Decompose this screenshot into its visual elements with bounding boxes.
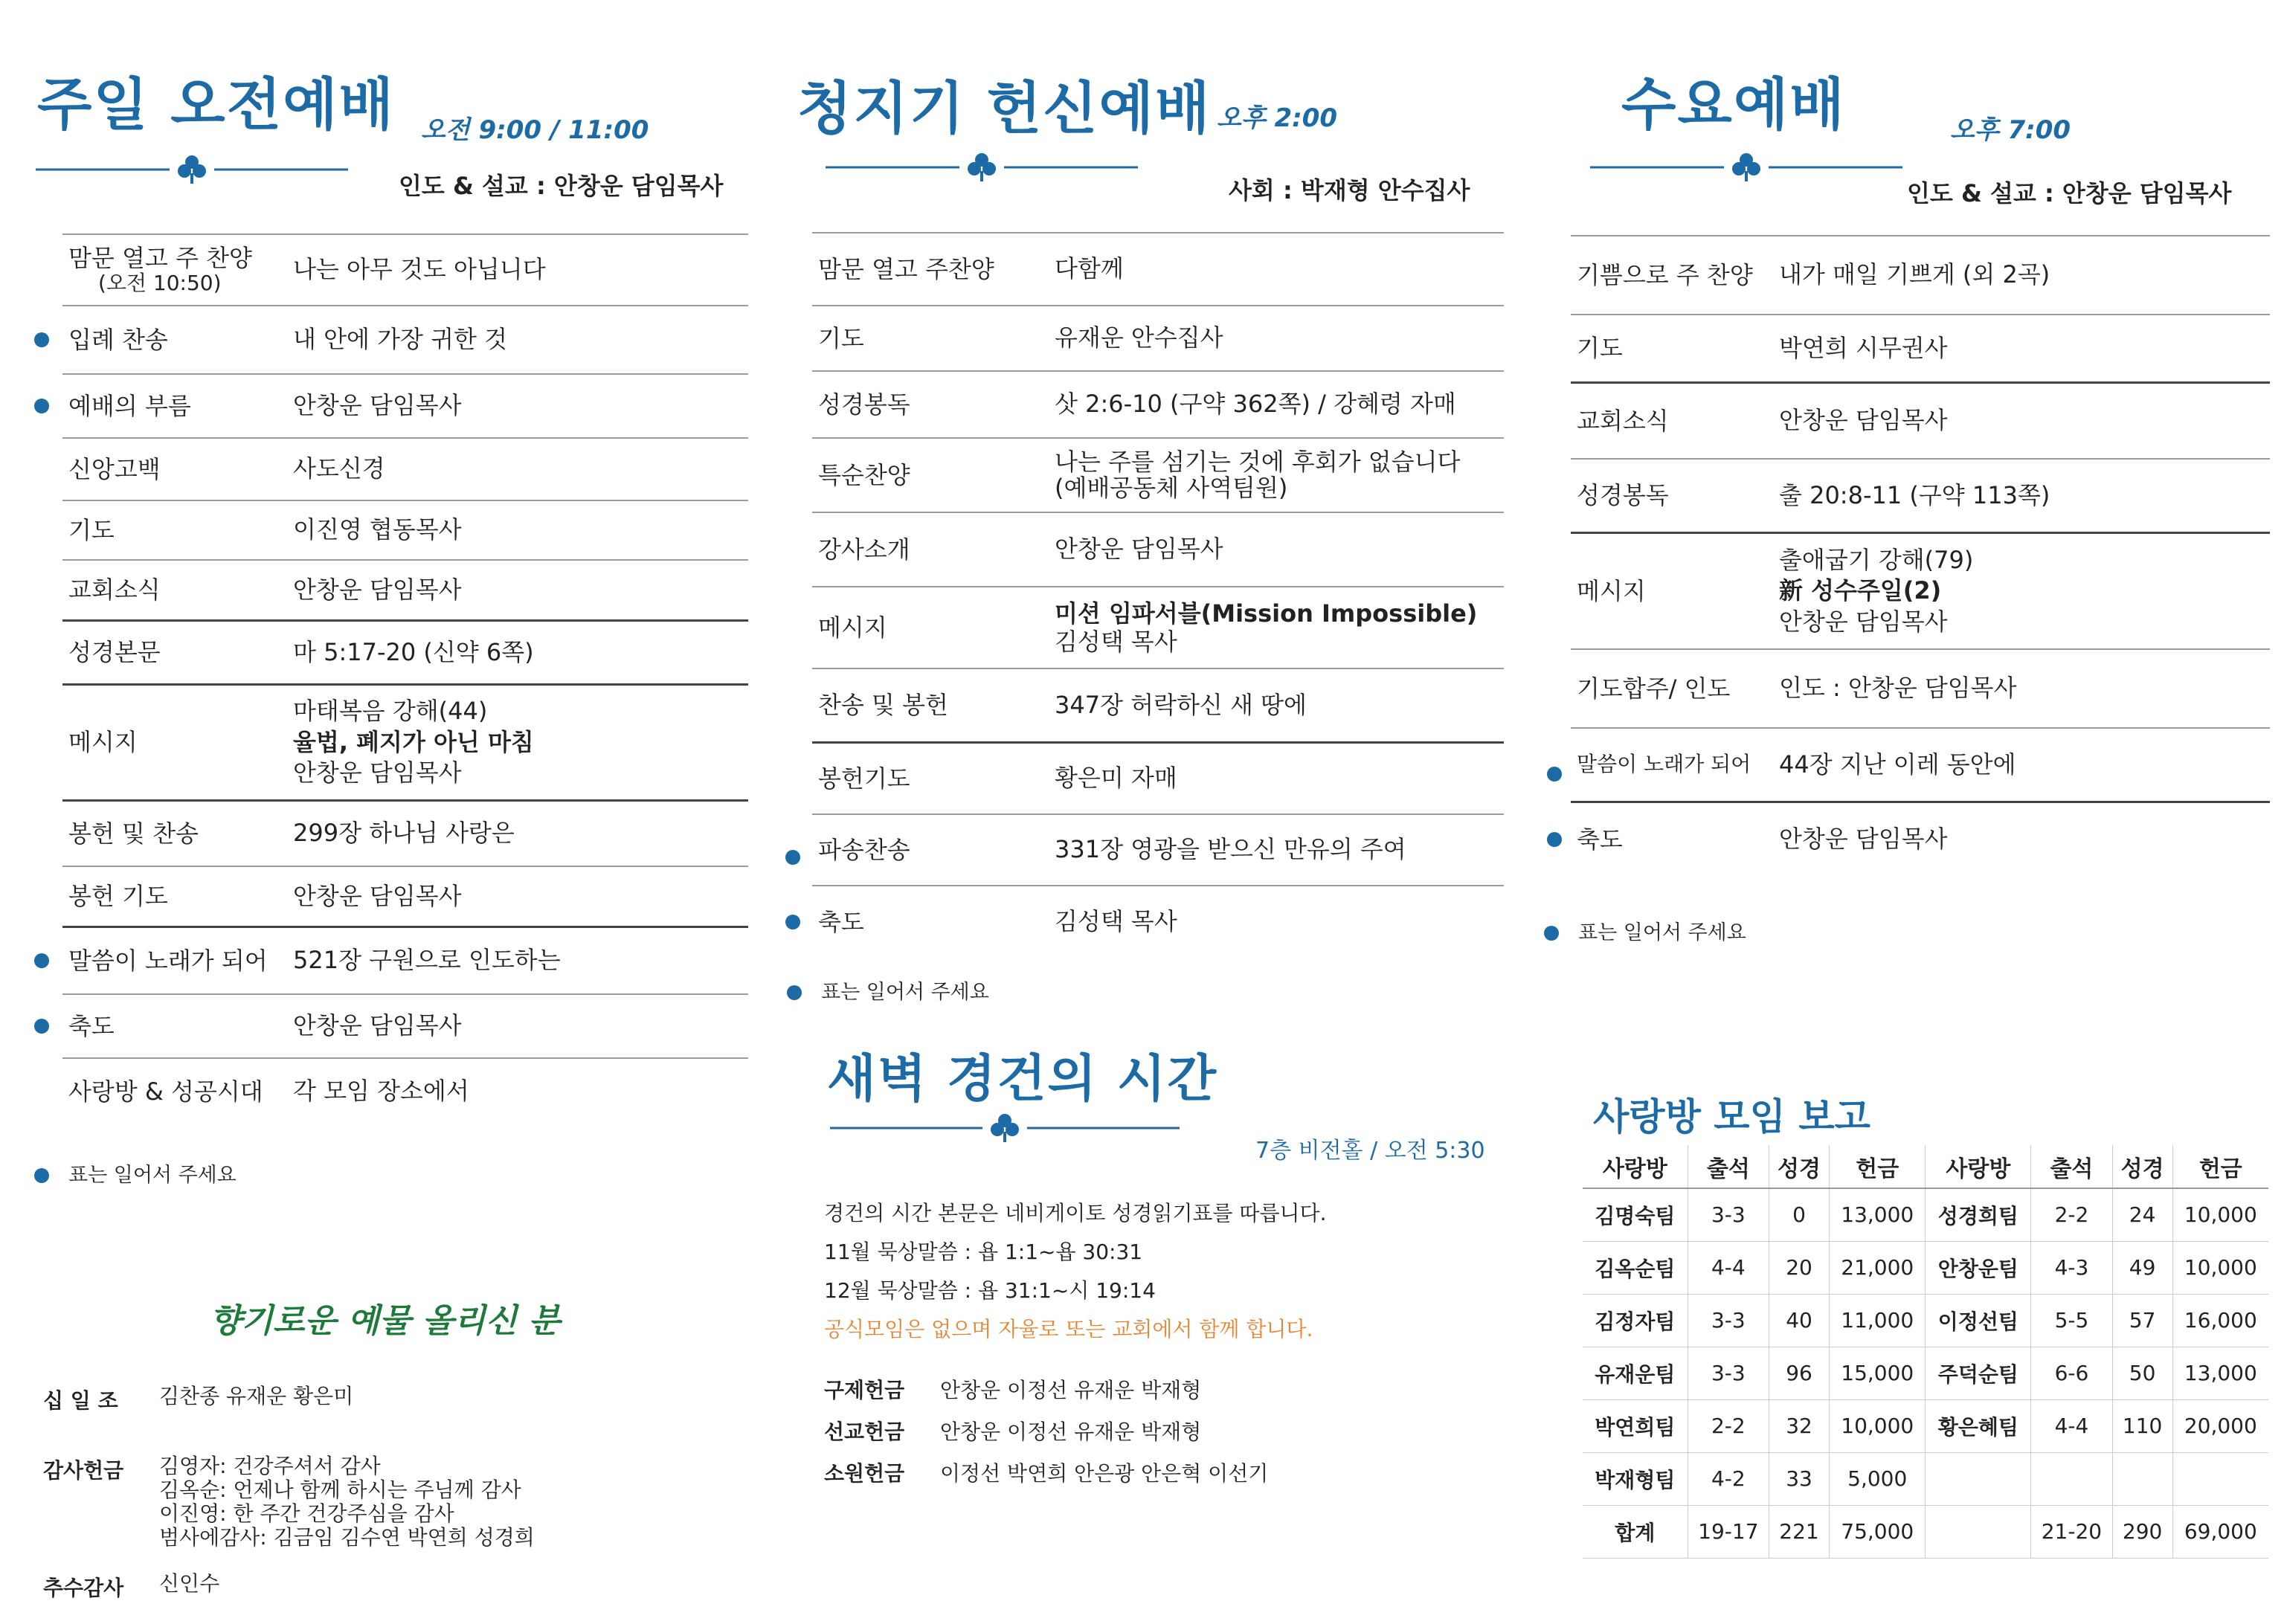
order-value: 마태복음 강해(44) 율법, 폐지가 아닌 마침 안창운 담임목사	[293, 697, 534, 787]
table-cell: 221	[1769, 1505, 1830, 1558]
dawn-line: 경건의 시간 본문은 네비게이토 성경읽기표를 따릅니다.	[824, 1201, 1327, 1225]
table-cell: 이정선팀	[1926, 1294, 2031, 1347]
order-row	[812, 439, 1504, 513]
order-label: 메시지	[68, 728, 138, 757]
clover-ornament-icon	[830, 1111, 1180, 1145]
table-cell: 32	[1769, 1399, 1830, 1452]
donor-row	[43, 1385, 535, 1414]
order-value: 안창운 담임목사	[1779, 825, 1948, 854]
order-value: 각 모임 장소에서	[293, 1077, 469, 1106]
order-row	[1571, 460, 2270, 534]
clover-ornament-icon	[826, 150, 1138, 184]
order-value: 331장 영광을 받으신 만유의 주여	[1055, 835, 1406, 864]
bullet-dot-icon	[785, 915, 800, 929]
order-row	[1571, 315, 2270, 384]
table-cell: 20	[1769, 1241, 1830, 1294]
order-row	[812, 669, 1504, 744]
order-value: 유재운 안수집사	[1055, 323, 1223, 352]
column-header: 출석	[1688, 1145, 1769, 1188]
order-row	[1571, 534, 2270, 650]
order-label: 교회소식	[1577, 406, 1669, 435]
column-header: 헌금	[1830, 1145, 1926, 1188]
order-label: 축도	[68, 1011, 115, 1040]
order-label: 기도합주/ 인도	[1577, 674, 1731, 703]
table-cell: 40	[1769, 1294, 1830, 1347]
order-value: 출 20:8-11 (구약 113쪽)	[1779, 480, 2050, 509]
order-row	[62, 1059, 748, 1124]
table-cell	[2031, 1452, 2112, 1505]
order-label: 봉헌 및 찬송	[68, 819, 199, 848]
table-cell: 주덕순팀	[1926, 1347, 2031, 1399]
donor-row	[43, 1572, 535, 1602]
offering-row	[824, 1453, 1268, 1495]
table-cell: 10,000	[1830, 1399, 1926, 1452]
youth-title: 청지기 헌신예배	[797, 75, 1212, 141]
table-row	[1583, 1452, 2268, 1505]
youth-time: 오후 2:00	[1217, 103, 1338, 133]
table-cell: 20,000	[2172, 1399, 2268, 1452]
table-cell: 96	[1769, 1347, 1830, 1399]
table-cell: 5-5	[2031, 1294, 2112, 1347]
order-value: 마 5:17-20 (신약 6쪽)	[293, 637, 534, 666]
table-row	[1583, 1347, 2268, 1399]
order-label: 성경본문	[68, 638, 161, 667]
donor-names: 범사에감사: 김금임 김수연 박연희 성경희	[159, 1525, 535, 1550]
column-header: 사랑방	[1926, 1145, 2031, 1188]
donor-names: 이진영: 한 주간 건강주심을 감사	[159, 1501, 454, 1526]
order-value: 다함께	[1055, 254, 1124, 283]
table-cell: 2-2	[2031, 1188, 2112, 1241]
donor-names: 김영자: 건강주셔서 감사	[159, 1454, 381, 1478]
order-label: 예배의 부름	[68, 391, 191, 420]
offering-donors-list	[43, 1385, 535, 1602]
table-cell: 0	[1769, 1188, 1830, 1241]
table-row	[1583, 1241, 2268, 1294]
table-cell: 황은혜팀	[1926, 1399, 2031, 1452]
order-value: 299장 하나님 사랑은	[293, 819, 515, 848]
table-cell: 24	[2112, 1188, 2172, 1241]
column-header: 성경	[2112, 1145, 2172, 1188]
order-label: 성경봉독	[818, 390, 910, 419]
order-label: 사랑방 & 성공시대	[68, 1077, 263, 1106]
donor-names: 김옥순: 언제나 함께 하시는 주님께 감사	[159, 1478, 521, 1502]
bullet-dot-icon	[34, 332, 49, 347]
order-row	[1571, 729, 2270, 803]
table-cell: 3-3	[1688, 1294, 1769, 1347]
order-value: 인도 : 안창운 담임목사	[1779, 674, 2017, 703]
offering-names: 안창운 이정선 유재운 박재형	[940, 1378, 1202, 1402]
order-value: 나는 아무 것도 아닙니다	[293, 255, 546, 284]
order-row	[1571, 236, 2270, 315]
order-value: 44장 지난 이레 동안에	[1779, 750, 2016, 779]
donor-category: 십 일 조	[43, 1388, 118, 1413]
order-value: 이진영 협동목사	[293, 515, 462, 544]
order-label: 말씀이 노래가 되어	[1577, 752, 1751, 777]
offering-label: 선교헌금	[824, 1420, 905, 1444]
order-value: 안창운 담임목사	[293, 575, 462, 604]
table-cell: 69,000	[2172, 1505, 2268, 1558]
order-row	[812, 744, 1504, 815]
table-cell: 박연희팀	[1583, 1399, 1688, 1452]
dawn-title: 새벽 경건의 시간	[827, 1050, 1218, 1109]
order-row	[62, 928, 748, 995]
order-label: 교회소식	[68, 576, 161, 605]
order-row	[1571, 650, 2270, 729]
table-cell: 합계	[1583, 1505, 1688, 1558]
table-cell: 2-2	[1688, 1399, 1769, 1452]
table-cell: 유재운팀	[1583, 1347, 1688, 1399]
table-cell: 4-4	[1688, 1241, 1769, 1294]
bullet-dot-icon	[1544, 926, 1559, 941]
table-cell: 21,000	[1830, 1241, 1926, 1294]
bullet-dot-icon	[787, 985, 802, 1000]
table-cell: 50	[2112, 1347, 2172, 1399]
table-cell: 21-20	[2031, 1505, 2112, 1558]
order-value: 내 안에 가장 귀한 것	[293, 325, 507, 354]
table-cell: 3-3	[1688, 1347, 1769, 1399]
column-header: 성경	[1769, 1145, 1830, 1188]
order-value: 황은미 자매	[1055, 764, 1177, 793]
special-offerings	[824, 1370, 1268, 1495]
table-cell: 290	[2112, 1505, 2172, 1558]
dawn-description	[824, 1194, 1327, 1349]
order-label: 맘문 열고 주찬양	[818, 254, 994, 283]
order-value: 나는 주를 섬기는 것에 후회가 없습니다 (예배공동체 사역팀원)	[1055, 447, 1461, 502]
order-row	[1571, 803, 2270, 876]
table-cell: 박재형팀	[1583, 1452, 1688, 1505]
column-header: 사랑방	[1583, 1145, 1688, 1188]
order-label: 찬송 및 봉헌	[818, 691, 948, 720]
table-cell: 75,000	[1830, 1505, 1926, 1558]
table-cell: 16,000	[2172, 1294, 2268, 1347]
order-row	[62, 439, 748, 501]
order-value: 삿 2:6-10 (구약 362쪽) / 강혜령 자매	[1055, 390, 1456, 419]
clover-ornament-icon	[1590, 150, 1902, 184]
order-row	[62, 306, 748, 375]
donor-names: 신인수	[159, 1571, 220, 1596]
order-label: 봉헌기도	[818, 764, 910, 793]
bullet-dot-icon	[34, 953, 49, 968]
order-value: 안창운 담임목사	[293, 881, 462, 910]
morning-leader: 인도 & 설교 : 안창운 담임목사	[399, 172, 724, 200]
order-label: 맘문 열고 주 찬양	[68, 243, 252, 272]
table-cell	[2172, 1452, 2268, 1505]
wednesday-time: 오후 7:00	[1950, 115, 2071, 145]
table-row	[1583, 1505, 2268, 1558]
offering-names: 이정선 박연희 안은광 안은혁 이선기	[940, 1461, 1269, 1486]
order-row	[812, 815, 1504, 886]
table-cell	[2112, 1452, 2172, 1505]
order-label: 기도	[1577, 334, 1623, 363]
wednesday-title: 수요예배	[1621, 71, 1846, 138]
table-cell	[1926, 1505, 2031, 1558]
column-header: 헌금	[2172, 1145, 2268, 1188]
table-cell: 4-2	[1688, 1452, 1769, 1505]
order-value: 안창운 담임목사	[293, 1011, 462, 1040]
order-value: 347장 허락하신 새 땅에	[1055, 690, 1307, 719]
standing-note: 표는 일어서 주세요	[1544, 916, 1746, 945]
youth-order-table	[812, 232, 1504, 958]
order-label: 파송찬송	[818, 835, 910, 864]
offering-donors-title: 향기로운 예물 올리신 분	[210, 1302, 560, 1340]
wednesday-order-table	[1571, 235, 2270, 876]
dawn-line: 11월 묵상말씀 : 욥 1:1~욥 30:31	[824, 1240, 1143, 1264]
dawn-line: 12월 묵상말씀 : 욥 31:1~시 19:14	[824, 1278, 1156, 1303]
order-value: 출애굽기 강해(79) 新 성수주일(2) 안창운 담임목사	[1779, 545, 1974, 636]
order-value: 안창운 담임목사	[1055, 535, 1223, 564]
table-cell: 15,000	[1830, 1347, 1926, 1399]
order-label: 성경봉독	[1577, 481, 1669, 510]
table-cell: 성경희팀	[1926, 1188, 2031, 1241]
order-label: 특순찬양	[818, 460, 910, 489]
table-cell: 10,000	[2172, 1241, 2268, 1294]
order-label: 축도	[1577, 825, 1623, 854]
table-cell: 11,000	[1830, 1294, 1926, 1347]
order-label: 메시지	[818, 613, 887, 642]
order-sublabel: (오전 10:50)	[98, 271, 222, 296]
bullet-dot-icon	[34, 1019, 49, 1034]
group-report-title: 사랑방 모임 보고	[1593, 1095, 1870, 1138]
order-value: 안창운 담임목사	[293, 391, 462, 420]
table-cell: 6-6	[2031, 1347, 2112, 1399]
order-row	[62, 501, 748, 561]
order-row	[812, 587, 1504, 669]
dawn-place: 7층 비전홀 / 오전 5:30	[1255, 1138, 1485, 1164]
order-value: 박연희 시무권사	[1779, 333, 1948, 362]
morning-time: 오전 9:00 / 11:00	[421, 115, 649, 145]
table-row	[1583, 1399, 2268, 1452]
order-row	[62, 375, 748, 439]
order-row	[62, 867, 748, 928]
order-label: 봉헌 기도	[68, 882, 168, 911]
order-row	[812, 372, 1504, 439]
bullet-dot-icon	[1547, 832, 1562, 847]
clover-ornament-icon	[36, 152, 348, 187]
table-cell: 김명숙팀	[1583, 1188, 1688, 1241]
order-row	[1571, 384, 2270, 460]
standing-note: 표는 일어서 주세요	[787, 976, 989, 1005]
table-cell: 13,000	[2172, 1347, 2268, 1399]
order-row	[62, 235, 748, 306]
youth-leader: 사회 : 박재형 안수집사	[1229, 176, 1470, 204]
table-row	[1583, 1188, 2268, 1241]
table-cell: 4-3	[2031, 1241, 2112, 1294]
table-cell: 10,000	[2172, 1188, 2268, 1241]
bullet-dot-icon	[34, 399, 49, 413]
table-row	[1583, 1294, 2268, 1347]
order-value: 내가 매일 기쁘게 (외 2곡)	[1779, 260, 2050, 289]
table-cell: 김정자팀	[1583, 1294, 1688, 1347]
wednesday-leader: 인도 & 설교 : 안창운 담임목사	[1907, 179, 2232, 207]
table-cell: 57	[2112, 1294, 2172, 1347]
order-row	[62, 622, 748, 686]
order-label: 입례 찬송	[68, 325, 168, 354]
table-cell: 33	[1769, 1452, 1830, 1505]
donor-names: 김찬종 유재운 황은미	[159, 1384, 354, 1408]
offering-row	[824, 1370, 1268, 1411]
bullet-dot-icon	[1547, 767, 1562, 782]
order-row	[62, 802, 748, 867]
order-value: 미션 임파서블(Mission Impossible) 김성택 목사	[1055, 599, 1478, 656]
table-cell: 안창운팀	[1926, 1241, 2031, 1294]
order-label: 신앙고백	[68, 454, 161, 483]
standing-note: 표는 일어서 주세요	[34, 1159, 237, 1188]
order-label: 강사소개	[818, 535, 910, 564]
morning-title: 주일 오전예배	[37, 71, 395, 138]
group-report-table	[1583, 1145, 2268, 1559]
dawn-notice: 공식모임은 없으며 자율로 또는 교회에서 함께 합니다.	[824, 1317, 1313, 1341]
order-row	[812, 886, 1504, 958]
table-cell: 4-4	[2031, 1399, 2112, 1452]
order-row	[62, 995, 748, 1059]
order-value: 김성택 목사	[1055, 907, 1177, 936]
table-cell: 13,000	[1830, 1188, 1926, 1241]
order-row	[62, 686, 748, 802]
order-row	[812, 306, 1504, 372]
table-cell: 110	[2112, 1399, 2172, 1452]
order-label: 기도	[818, 323, 864, 352]
donor-category: 추수감사	[43, 1576, 124, 1600]
order-label: 기도	[68, 515, 115, 544]
offering-row	[824, 1411, 1268, 1453]
order-value: 사도신경	[293, 454, 385, 483]
table-header-row	[1583, 1145, 2268, 1188]
offering-label: 구제헌금	[824, 1378, 905, 1402]
table-cell: 김옥순팀	[1583, 1241, 1688, 1294]
order-row	[62, 561, 748, 622]
order-value: 521장 구원으로 인도하는	[293, 946, 561, 975]
table-cell: 49	[2112, 1241, 2172, 1294]
donor-row	[43, 1454, 535, 1550]
table-cell: 19-17	[1688, 1505, 1769, 1558]
bullet-dot-icon	[34, 1168, 49, 1183]
offering-names: 안창운 이정선 유재운 박재형	[940, 1420, 1202, 1444]
column-header: 출석	[2031, 1145, 2112, 1188]
table-cell: 5,000	[1830, 1452, 1926, 1505]
order-row	[812, 233, 1504, 306]
order-label: 기쁨으로 주 찬양	[1577, 260, 1753, 289]
bullet-dot-icon	[785, 850, 800, 865]
order-value: 안창운 담임목사	[1779, 406, 1948, 435]
donor-category: 감사헌금	[43, 1458, 124, 1483]
order-label: 축도	[818, 907, 864, 936]
order-row	[812, 513, 1504, 587]
table-cell	[1926, 1452, 2031, 1505]
order-label: 메시지	[1577, 576, 1646, 605]
order-label: 말씀이 노래가 되어	[68, 946, 268, 975]
morning-order-table	[62, 233, 748, 1124]
offering-label: 소원헌금	[824, 1461, 905, 1486]
table-cell: 3-3	[1688, 1188, 1769, 1241]
